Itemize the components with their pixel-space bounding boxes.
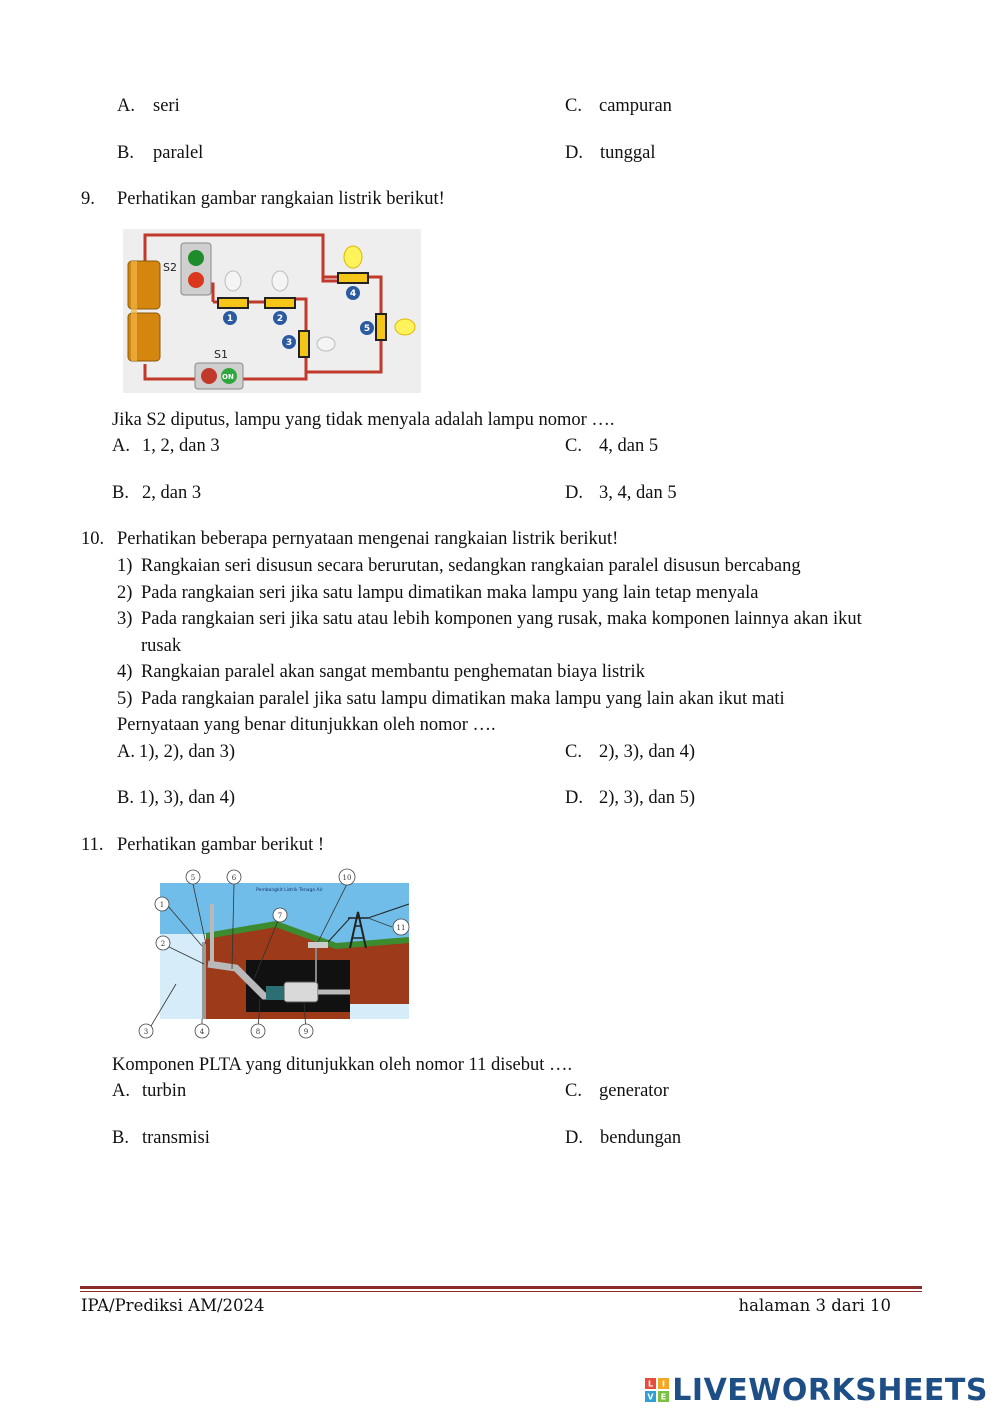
s2-label: S2 bbox=[163, 261, 177, 274]
plta-label-3: 3 bbox=[143, 1028, 149, 1036]
plta-label-5: 5 bbox=[190, 874, 196, 882]
footer-rule bbox=[80, 1286, 922, 1289]
plta-label-6: 6 bbox=[231, 874, 237, 882]
svg-text:L: L bbox=[648, 1379, 654, 1389]
svg-text:V: V bbox=[647, 1392, 654, 1402]
plta-label-2: 2 bbox=[160, 940, 166, 948]
lamp-4-label: 4 bbox=[349, 289, 357, 299]
q8-option-c[interactable]: C. campuran bbox=[565, 96, 672, 116]
footer-left: IPA/Prediksi AM/2024 bbox=[81, 1296, 265, 1315]
q8-option-b[interactable]: B. paralel bbox=[117, 143, 204, 163]
q10-prompt: Perhatikan beberapa pernyataan mengenai rangkaian listrik berikut! bbox=[117, 529, 619, 549]
q11-prompt: Perhatikan gambar berikut ! bbox=[117, 835, 325, 855]
footer-rule-thin bbox=[80, 1291, 922, 1292]
q10-statement-2: 2) Pada rangkaian seri jika satu lampu dimatikan maka lampu yang lain tetap menyala bbox=[117, 583, 759, 603]
q10-statement-4: 4) Rangkaian paralel akan sangat membantu penghematan biaya listrik bbox=[117, 662, 645, 682]
q9-option-c[interactable]: C. 4, dan 5 bbox=[565, 436, 659, 456]
plta-label-11: 11 bbox=[396, 924, 406, 932]
liveworksheets-wordmark: LIVEWORKSHEETS bbox=[672, 1372, 988, 1408]
q11-option-d[interactable]: D. bendungan bbox=[565, 1128, 682, 1148]
plta-label-8: 8 bbox=[255, 1028, 261, 1036]
svg-text:I: I bbox=[662, 1379, 666, 1389]
q11-option-b[interactable]: B. transmisi bbox=[112, 1128, 210, 1148]
q8-option-a[interactable]: A. seri bbox=[117, 96, 180, 116]
q9-option-b[interactable]: B. 2, dan 3 bbox=[112, 483, 202, 503]
q10-option-c[interactable]: C. 2), 3), dan 4) bbox=[565, 742, 696, 762]
q11-number: 11. bbox=[81, 835, 104, 855]
s1-on-label: ON bbox=[222, 373, 234, 381]
q9-prompt: Perhatikan gambar rangkaian listrik berikut! bbox=[117, 189, 445, 209]
q10-number: 10. bbox=[81, 529, 105, 549]
lamp-1-label: 1 bbox=[226, 314, 234, 324]
q11-option-c[interactable]: C. generator bbox=[565, 1081, 669, 1101]
q10-question: Pernyataan yang benar ditunjukkan oleh nomor …. bbox=[117, 715, 496, 735]
q10-statement-5: 5) Pada rangkaian paralel jika satu lampu dimatikan maka lampu yang lain akan ikut mati bbox=[117, 689, 785, 709]
q9-number: 9. bbox=[81, 189, 95, 209]
q10-statement-3-continued: rusak bbox=[141, 636, 182, 656]
q11-option-a[interactable]: A. turbin bbox=[112, 1081, 187, 1101]
q11-question: Komponen PLTA yang ditunjukkan oleh nomor 11 disebut …. bbox=[112, 1055, 573, 1075]
plta-label-9: 9 bbox=[303, 1028, 309, 1036]
q10-option-b[interactable]: B. 1), 3), dan 4) bbox=[117, 788, 236, 808]
q9-option-a[interactable]: A. 1, 2, dan 3 bbox=[112, 436, 220, 456]
q9-circuit-figure bbox=[123, 229, 421, 393]
q8-option-d[interactable]: D. tunggal bbox=[565, 143, 656, 163]
plta-label-10: 10 bbox=[342, 874, 352, 882]
q10-option-d[interactable]: D. 2), 3), dan 5) bbox=[565, 788, 696, 808]
plta-title: Pembangkit Listrik Tenaga Air bbox=[256, 888, 323, 893]
q9-question: Jika S2 diputus, lampu yang tidak menyala adalah lampu nomor …. bbox=[112, 410, 615, 430]
lamp-3-label: 3 bbox=[285, 338, 293, 348]
liveworksheets-icon bbox=[645, 1378, 669, 1402]
q10-option-a[interactable]: A. 1), 2), dan 3) bbox=[117, 742, 236, 762]
plta-label-1: 1 bbox=[159, 901, 165, 909]
q9-option-d[interactable]: D. 3, 4, dan 5 bbox=[565, 483, 677, 503]
q10-statement-3: 3) Pada rangkaian seri jika satu atau lebih komponen yang rusak, maka komponen lainnya akan ikut bbox=[117, 609, 862, 629]
svg-text:E: E bbox=[661, 1392, 667, 1402]
lamp-2-label: 2 bbox=[276, 314, 284, 324]
q11-plta-figure bbox=[136, 864, 416, 1046]
q10-statement-1: 1) Rangkaian seri disusun secara berurutan, sedangkan rangkaian paralel disusun bercabang bbox=[117, 556, 801, 576]
liveworksheets-logo[interactable] bbox=[645, 1372, 988, 1408]
plta-label-7: 7 bbox=[277, 912, 283, 920]
s1-label: S1 bbox=[214, 348, 228, 361]
plta-label-4: 4 bbox=[199, 1028, 205, 1036]
lamp-5-label: 5 bbox=[363, 324, 371, 334]
footer-page-number: halaman 3 dari 10 bbox=[738, 1296, 891, 1315]
